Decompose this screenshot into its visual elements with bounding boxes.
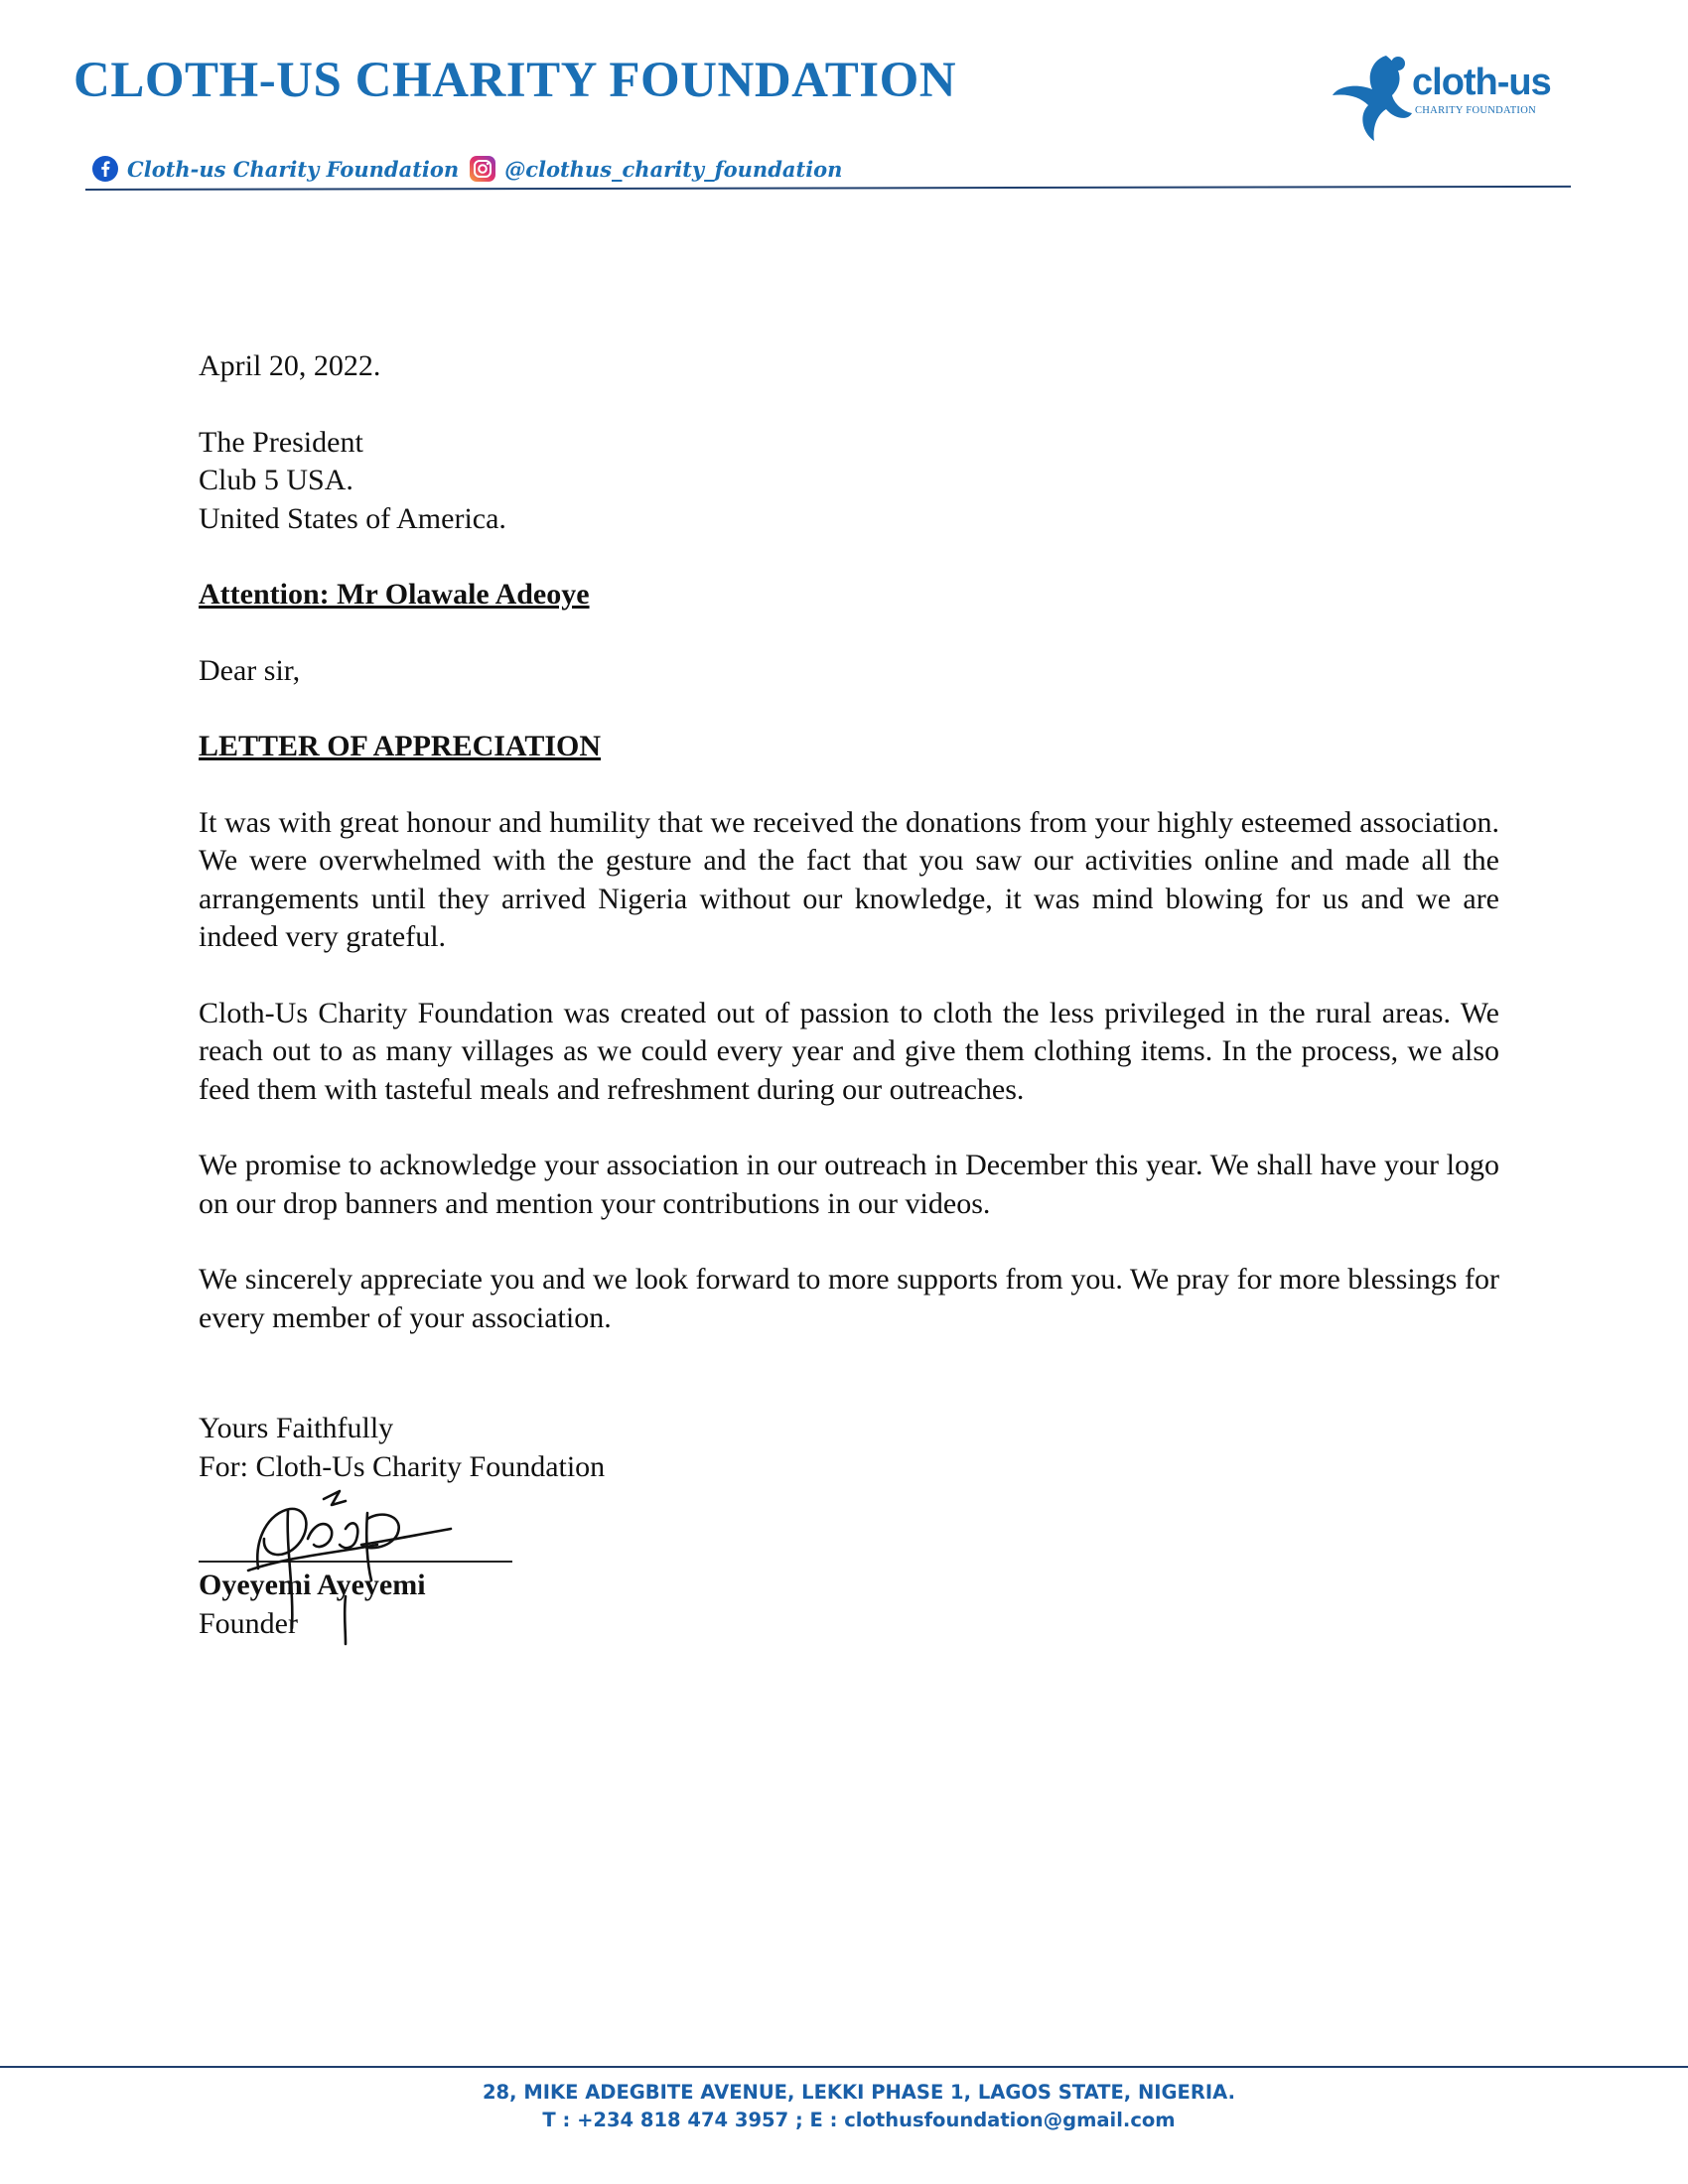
facebook-handle[interactable]: Cloth-us Charity Foundation (127, 156, 460, 182)
closing-phrase: Yours Faithfully (199, 1412, 394, 1444)
body-paragraph: It was with great honour and humility that we received the donations from your highly esteemed association. We were overwhelmed with the gesture and the fact that you saw our activities online and made all the arrangements until they arrived Nigeria without our knowledge, it was mind blowing for us and we are indeed very grateful. (199, 805, 1499, 953)
footer-address: 28, MIKE ADEGBITE AVENUE, LEKKI PHASE 1, LAGOS STATE, NIGERIA. (482, 2081, 1236, 2104)
instagram-icon (469, 155, 496, 183)
footer (0, 2079, 1688, 2134)
header-divider (85, 186, 1571, 191)
letter-subject: LETTER OF APPRECIATION (199, 730, 602, 762)
body-paragraph: Cloth-Us Charity Foundation was created out of passion to cloth the less privileged in the rural areas. We reach out to as many villages as we could every year and give them clothing items. In the process, we also feed them with tasteful meals and refreshment during our outreaches. (199, 996, 1499, 1106)
signer-title: Founder (199, 1606, 298, 1640)
signer-name: Oyeyemi Ayeyemi (199, 1569, 426, 1601)
closing-organization: For: Cloth-Us Charity Foundation (199, 1449, 606, 1483)
footer-contact: T : +234 818 474 3957 ; E : clothusfoundation@gmail.com (542, 2109, 1176, 2131)
letter-date: April 20, 2022. (199, 349, 381, 382)
logo-mark-icon (1329, 50, 1418, 149)
letter-body (199, 347, 1499, 1375)
facebook-icon (91, 155, 119, 183)
logo-subtitle: CHARITY FOUNDATION (1415, 105, 1536, 116)
recipient-line: United States of America. (199, 501, 506, 535)
foundation-logo (1329, 50, 1567, 149)
handwritten-signature (228, 1479, 477, 1658)
recipient-address (199, 424, 1499, 539)
recipient-line: The President (199, 425, 363, 459)
body-paragraph: We sincerely appreciate you and we look forward to more supports from you. We pray for more blessings for every member of your association. (199, 1263, 1499, 1334)
footer-divider (0, 2066, 1688, 2068)
social-links (91, 155, 842, 183)
recipient-line: Club 5 USA. (199, 464, 353, 496)
attention-line: Attention: Mr Olawale Adeoye (199, 578, 590, 611)
body-paragraph: We promise to acknowledge your association in our outreach in December this year. We shall have your logo on our drop banners and mention your contributions in our videos. (199, 1149, 1499, 1220)
salutation: Dear sir, (199, 653, 301, 687)
instagram-handle[interactable]: @clothus_charity_foundation (504, 156, 843, 182)
closing-block (199, 1410, 605, 1486)
organization-title: CLOTH-US CHARITY FOUNDATION (73, 53, 957, 108)
logo-wordmark: cloth-us (1412, 62, 1551, 103)
